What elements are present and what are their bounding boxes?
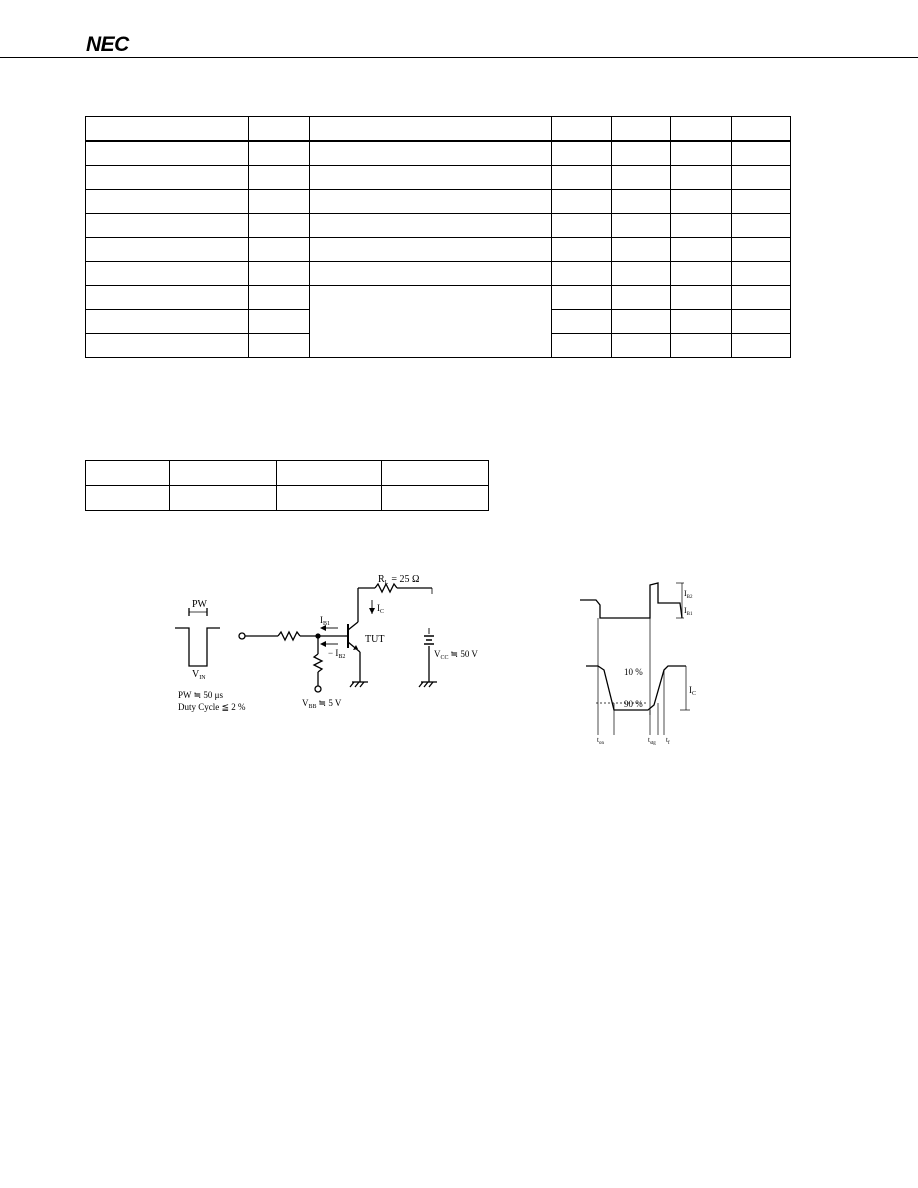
vin-label: $V_{IN}$ <box>192 669 206 681</box>
vcc-label: $V_{CC}$ ≒ 50 V <box>434 649 478 661</box>
table-header-row <box>86 117 791 142</box>
pulse-width-spec: PW ≒ 50 μs <box>178 690 223 700</box>
tstg-label: $t_{stg}$ <box>648 736 656 746</box>
wave-ib2-label: $I_{B2}$ <box>684 589 693 600</box>
bias-resistor <box>314 654 322 672</box>
table-row <box>86 238 791 262</box>
characteristics-table <box>85 116 791 358</box>
table-row <box>86 486 489 511</box>
table-row <box>86 166 791 190</box>
header-rule <box>0 57 918 58</box>
collector-current-label: $I_C$ <box>377 603 385 615</box>
vbb-label: $V_{BB}$ ≒ 5 V <box>302 698 342 710</box>
input-terminal <box>239 633 245 639</box>
table-row <box>86 190 791 214</box>
switching-waveform-diagram <box>578 575 728 745</box>
ton-label: $t_{on}$ <box>597 736 604 746</box>
input-pulse <box>175 628 220 666</box>
tut-label: TUT <box>365 634 385 645</box>
ten-percent-label: 10 % <box>624 667 643 677</box>
nec-logo: NEC <box>86 33 129 56</box>
table-row <box>86 262 791 286</box>
ninety-percent-label: 90 % <box>624 699 643 709</box>
ib1-label: $I_{B1}$ <box>320 615 331 627</box>
classification-table <box>85 460 489 511</box>
table-row <box>86 214 791 238</box>
vbb-terminal <box>315 686 321 692</box>
base-current-waveform <box>580 583 682 618</box>
test-circuit-diagram <box>170 570 500 720</box>
tf-label: $t_f$ <box>666 736 670 746</box>
duty-cycle-spec: Duty Cycle ≦ 2 % <box>178 702 246 712</box>
pw-label: PW <box>192 599 207 610</box>
wave-ic-label: $I_C$ <box>689 685 697 697</box>
wave-ib1-label: $I_{B1}$ <box>684 606 693 617</box>
load-resistor-label: $R_L = 25$ Ω <box>378 574 420 586</box>
table-row <box>86 141 791 166</box>
base-resistor <box>278 632 300 640</box>
ib2-label: − $I_{B2}$ <box>328 648 346 660</box>
table-row <box>86 286 791 310</box>
merged-condition-cell <box>309 286 552 358</box>
table-header-row <box>86 461 489 486</box>
